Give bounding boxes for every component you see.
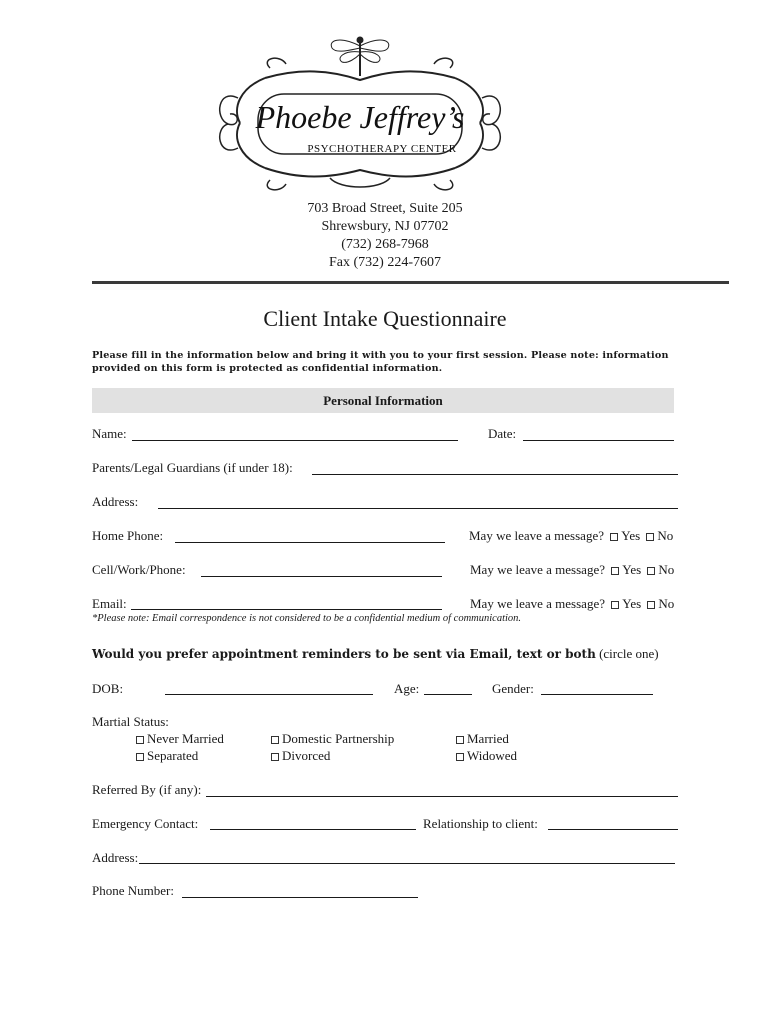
emergency-phone-label: Phone Number:	[92, 883, 174, 898]
no-label: No	[658, 562, 675, 577]
address-fax: Fax (732) 224-7607	[329, 255, 441, 270]
emergency-contact-label: Emergency Contact:	[92, 816, 199, 831]
marital-option-married[interactable]: Married	[453, 731, 509, 747]
married-checkbox[interactable]	[456, 736, 464, 744]
reminder-preference[interactable]	[92, 646, 659, 662]
dob-label: DOB:	[92, 681, 124, 696]
marital-option-separated[interactable]: Separated	[133, 748, 198, 764]
yes-label: Yes	[622, 596, 642, 611]
emergency-address-label: Address:	[92, 850, 139, 865]
no-label: No	[657, 528, 674, 543]
address-label: Address:	[92, 494, 139, 509]
marital-option-divorced[interactable]: Divorced	[268, 748, 330, 764]
marital-option-widowed[interactable]: Widowed	[453, 748, 517, 764]
message-question: May we leave a message?	[470, 596, 605, 611]
reminder-circle-hint: (circle one)	[595, 646, 659, 661]
gender-field[interactable]	[541, 694, 653, 695]
reminder-question: Would you prefer appointment reminders to be sent via Email, text or both	[92, 647, 596, 661]
cell-yes-checkbox[interactable]	[611, 567, 619, 575]
home-phone-message-option	[469, 528, 673, 544]
cell-phone-label: Cell/Work/Phone:	[92, 562, 186, 577]
date-field[interactable]	[523, 440, 674, 441]
cell-no-checkbox[interactable]	[647, 567, 655, 575]
guardians-label: Parents/Legal Guardians (if under 18):	[92, 460, 293, 475]
relationship-field[interactable]	[548, 829, 678, 830]
emergency-phone-field[interactable]	[182, 897, 418, 898]
form-title: Client Intake Questionnaire	[263, 306, 507, 331]
relationship-label: Relationship to client:	[423, 816, 538, 831]
home-phone-label: Home Phone:	[92, 528, 164, 543]
name-label: Name:	[92, 426, 127, 441]
address-city: Shrewsbury, NJ 07702	[321, 219, 449, 234]
yes-label: Yes	[622, 562, 642, 577]
center-logo	[210, 28, 510, 196]
address-street: 703 Broad Street, Suite 205	[307, 201, 463, 216]
home-yes-checkbox[interactable]	[610, 533, 618, 541]
date-label: Date:	[488, 426, 517, 441]
home-phone-field[interactable]	[175, 542, 445, 543]
address-field[interactable]	[158, 508, 678, 509]
home-no-checkbox[interactable]	[646, 533, 654, 541]
divorced-checkbox[interactable]	[271, 753, 279, 761]
dob-field[interactable]	[165, 694, 373, 695]
emergency-address-field[interactable]	[139, 863, 675, 864]
email-yes-checkbox[interactable]	[611, 601, 619, 609]
address-phone: (732) 268-7968	[341, 237, 429, 252]
age-label: Age:	[394, 681, 420, 696]
logo-name: Phoebe Jeffrey’s	[255, 99, 465, 135]
never-married-checkbox[interactable]	[136, 736, 144, 744]
form-instructions: Please fill in the information below and bring it with you to your first session. Please note: information provided on this form is protected as confidential information.	[92, 350, 669, 374]
email-no-checkbox[interactable]	[647, 601, 655, 609]
name-field[interactable]	[132, 440, 458, 441]
message-question: May we leave a message?	[470, 562, 605, 577]
domestic-partnership-checkbox[interactable]	[271, 736, 279, 744]
referred-by-field[interactable]	[206, 796, 678, 797]
age-field[interactable]	[424, 694, 472, 695]
dragonfly-icon	[331, 37, 389, 76]
marital-option-domestic-partnership[interactable]: Domestic Partnership	[268, 731, 394, 747]
cell-phone-message-option	[470, 562, 674, 578]
email-message-option	[470, 596, 674, 612]
separated-checkbox[interactable]	[136, 753, 144, 761]
yes-label: Yes	[621, 528, 641, 543]
email-confidentiality-note: *Please note: Email correspondence is not considered to be a confidential medium of communication.	[92, 613, 522, 624]
marital-status-label: Martial Status:	[92, 714, 169, 729]
emergency-contact-field[interactable]	[210, 829, 416, 830]
message-question: May we leave a message?	[469, 528, 604, 543]
gender-label: Gender:	[492, 681, 534, 696]
ornate-frame-logo	[210, 28, 510, 196]
referred-by-label: Referred By (if any):	[92, 782, 202, 797]
email-field[interactable]	[131, 609, 442, 610]
widowed-checkbox[interactable]	[456, 753, 464, 761]
marital-option-never-married[interactable]: Never Married	[133, 731, 224, 747]
cell-phone-field[interactable]	[201, 576, 442, 577]
header-divider	[92, 281, 729, 284]
no-label: No	[658, 596, 675, 611]
logo-subtitle: PSYCHOTHERAPY CENTER	[307, 143, 457, 155]
email-label: Email:	[92, 596, 127, 611]
section-personal-information: Personal Information	[92, 388, 674, 413]
guardians-field[interactable]	[312, 474, 678, 475]
